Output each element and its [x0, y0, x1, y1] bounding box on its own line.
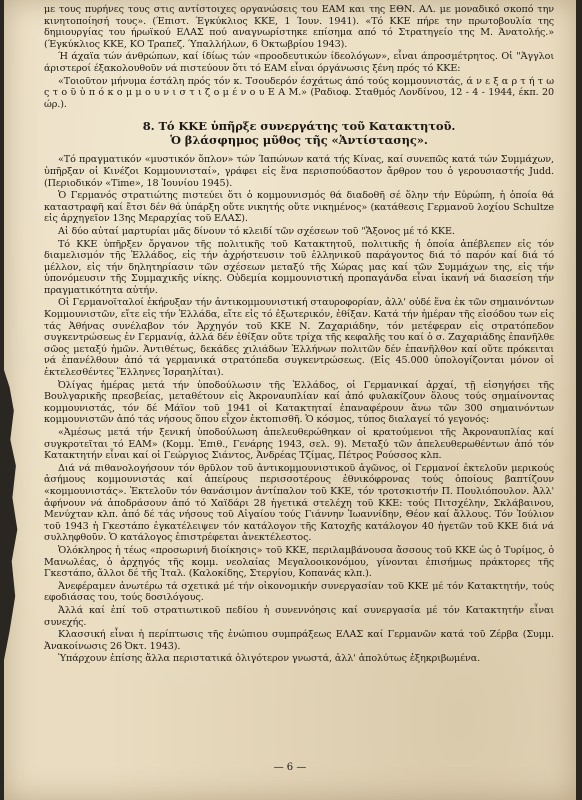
- paragraph: Ἀλλά καί ἐπί τοῦ στρατιωτικοῦ πεδίου ἡ συνεννόησις καί συνεργασία μέ τόν Κατακτητήν εἶναι συνεχής.: [44, 604, 554, 628]
- paragraph: Ὀλίγας ἡμέρας μετά τήν ὑποδούλωσιν τῆς Ἑλλάδος, οἱ Γερμανικαί ἀρχαί, τῇ εἰσηγήσει τῆς Βουλγαρικῆς πρεσβείας, μεταθέτουν εἰς Ἀκροναυπλίαν καί ἀπό φυλακίζουν ὅλους τούς σημαίνοντας κομμουνιστάς, τόν δέ Μάϊον τοῦ 1941 οἱ Κατακτηταί ἐπαναφέρουν ἄνω τῶν 300 σημαινόντων κομμουνιστῶν ἀπό τάς νήσους ὅπου εἶχον ἐκτοπισθῆ. Ὁ κόσμος, τύπος διαλαγεί τό γεγονός:: [44, 379, 554, 426]
- section-heading-line-1: 8. Τό ΚΚΕ ὑπῆρξε συνεργάτης τοῦ Κατακτητοῦ.: [142, 119, 456, 134]
- quote-paragraph: «Τοιοῦτον μήνυμα έστάλη πρός τόν κ. Τσουδερόν έσχάτως άπό τούς κομμουνιστάς, ά ν ε ξ α ρ τ ή τ ω ς τ ο ῦ ὑ π ό κ ο μ μ ο υ ν ι σ τ ι ζ ο μ έ ν ο υ Ε Α Μ.» (Ραδιοφ. Σταθμός Λονδίνου, 12 - 4 - 1944, έκπ. 20 ώρ.).: [44, 75, 554, 110]
- section-heading-line-2: Ὁ βλάσφημος μῦθος τῆς «Ἀντίστασης».: [170, 133, 428, 148]
- paragraph: Ἀνεφέραμεν ἀνωτέρω τά σχετικά μέ τήν οἰκονομικήν συνεργασίαν τοῦ ΚΚΕ μέ τόν Κατακτητήν, τούς εφοδιάσας του, τούς δοσιλόγους.: [44, 580, 554, 604]
- document-page: [4, 0, 576, 800]
- main-section: [44, 154, 554, 665]
- torn-edge: [4, 370, 18, 660]
- paragraph: Οἱ Γερμανοϊταλοί ἐκήρυξαν τήν ἀντικομμουνιστική σταυροφορίαν, ἀλλ' οὐδέ ἕνα ἐκ τῶν σημαινόντων Κομμουνιστῶν, εἴτε εἰς τήν Ἑλλάδα, εἴτε εἰς τό ἐξωτερικόν, ἐθίξαν. Κατά τήν ἡμέραν τῆς εἰσόδου των εἰς τάς Ἀθήνας συνέλαβον τόν Ἀρχηγόν τοῦ ΚΚΕ Ν. Ζαχαριάδην, τόν μετέφεραν εἰς στρατόπεδον συγκεντρώσεως ἐν Γερμανίᾳ, ἀλλά δέν ἐθίξαν οὔτε τρίχα τῆς κεφαλῆς του καί ὁ σ. Ζαχαριάδης ἐπανῆλθε σῶος μεταξύ ἡμῶν. Ἀντιθέτως, δεκάδες χιλιάδων Ἑλλήνων πολιτῶν δέν ἐπανῆλθον καί οὔτε πρόκειται νά ἐπανέλθουν ἀπό τά γερμανικά στρατόπεδα συγκεντρώσεως. (Εἰς 45.000 ὑπολογίζονται μόνον οἱ ἐκτελεσθέντες Ἕλληνες Ἰσραηλίται).: [44, 297, 554, 379]
- paragraph: με τους πυρήνες τους στις αντίστοιχες οργανώσεις του ΕΑΜ και της ΕΘΝ. ΑΛ. με μοναδικό σκοπό την κινητοποίησή τους». (Έπιστ. Έγκύκλιος ΚΚΕ, 1 Ίουν. 1941). «Τό ΚΚΕ πήρε την πρωτοβουλία της δημιουργίας του ήρωϊκού ΕΛΑΣ πού αναγνωρίστηκε επίσημα από τό Στρατηγείο της Μ. Άνατολής.» (Έγκύκλιος ΚΚΕ, ΚΟ Τραπεζ. Ύπαλλήλων, 6 Όκτωβρίου 1943).: [44, 4, 554, 50]
- paragraph: Διά νά πιθανολογήσουν τόν θρῦλον τοῦ ἀντικομμουνιστικοῦ ἀγῶνος, οἱ Γερμανοί ἐκτελοῦν μερικούς ἀσήμους κομμουνιστάς καί ἀπείρους περισσοτέρους ἐθνικόφρονας τούς ὁποίους βαπτίζουν «κομμουνιστάς». Ἐκτελοῦν τόν θανάσιμον ἀντίπαλον τοῦ ΚΚΕ, τόν τροτσκιστήν Π. Πουλιόπουλον. Ἀλλ' ἀφήνουν νά ἀποδράσουν ἀπό τό Χαϊδάρι 28 ἡγετικά στελέχη τοῦ ΚΚΕ: τούς Πιτσχέλην, Σκλάβαινου, Μενύχταν κλπ. ἀπό δέ τάς νήσους τοῦ Αἰγαίου τούς Γιάννην Ἰωαννίδην, Θέον καί ἄλλους. Τόν Ἰούλιον τοῦ 1943 ἡ Γκεστάπο ἐγκατέλειψεν τόν κατάλογον τῆς Κατοχῆς κατάλογον 40 ἡγετῶν τοῦ ΚΚΕ διά νά συλληφθοῦν. Ὁ κατάλογος ἐπιστρέφεται ἀνεκτέλεστος.: [44, 462, 554, 544]
- paragraph: Αἱ δύο αὐταί μαρτυρίαι μᾶς δίνουν τό κλειδί τῶν σχέσεων τοῦ "Ἄξονος μέ τό ΚΚΕ.: [58, 225, 455, 237]
- top-section: [44, 4, 554, 110]
- paragraph: Ὑπάρχουν ἐπίσης ἄλλα περιστατικά ὀλιγότερον γνωστά, ἀλλ' ἀπολύτως ἐξηκριβωμένα.: [58, 653, 481, 665]
- page-number: — 6 —: [273, 762, 307, 773]
- paragraph: «Τό πραγματικόν «μυστικόν ὅπλον» τών Ίαπώνων κατά τής Κίνας, καί συνεπῶς κατά τών Συμμάχων, ὑπῆρξαν οἱ Κινέζοι Κομμουνισταί», γράφει εἰς ἕνα περισπούδαστον ἄρθρον του ὁ γερουσιαστής Judd. (Περιοδικόν «Time», 18 Ἰουνίου 1945).: [44, 154, 554, 189]
- section-heading: [44, 119, 554, 147]
- paragraph: Κλασσική εἶναι ἡ περίπτωσις τῆς ἐνώπιου συμπράξεως ΕΛΑΣ καί Γερμανῶν κατά τοῦ Ζέρβα (Συμμ. Ἀνακοίνωσις 26 Ὀκτ. 1943).: [44, 629, 554, 652]
- paragraph: «Ἀμέσως μετά τήν ξενική ὑποδούλωση ἀπελευθερώθηκαν οἱ κρατούμενοι τῆς Ἀκροναυπλίας καί συγκροτεῖται τό ΕΑΜ» (Κομμ. Ἐπιθ., Γενάρης 1943, σελ. 9). Μεταξύ τῶν ἀπελευθερωθέντων ἀπό τόν Κατακτητήν εἶναι καί οἱ Γεώργιος Σιάντος, Ἀνδρέας Τζίμας, Πέτρος Ρούσσος κλπ.: [44, 427, 554, 462]
- paragraph: Τό ΚΚΕ ὑπῆρξεν ὄργανον τῆς πολιτικῆς τοῦ Κατακτητοῦ, πολιτικῆς ἡ ὁποία ἀπέβλεπεν εἰς τόν διαμελισμόν τῆς Ἑλλάδος, εἰς τήν ἀχρήστευσιν τοῦ ἑλληνικοῦ παράγοντος διά τό παρόν καί διά τό μέλλον, εἰς τήν δηλητηρίασιν τῶν σχέσεων μεταξύ τῆς Χώρας μας καί τῶν Συμμάχων της, εἰς τήν ὑπονόμευσιν τῆς Συμμαχικῆς νίκης. Οὐδεμία κομμουνιστική προπαγάνδα εἶναι ἱκανή νά διασείση τήν πραγματικότητα αὐτήν.: [44, 238, 554, 296]
- paragraph: Ὁ Γερμανός στρατιώτης πιστεύει ὅτι ὁ κομμουνισμός θά διαδοθῆ σέ ὅλην τήν Εὐρώπη, ἡ ὁποία θά καταστραφῆ καί ἔτσι δέν θά ὑπάρξη οὔτε νικητής οὔτε νικημένος» (κατάθεσις Γερμανοῦ λοχίου Schultze εἰς ἀρχηγεῖον 13ης Μεραρχίας τοῦ ΕΛΑΣ).: [44, 190, 554, 225]
- paragraph: Ὁλόκληρος ἡ τέως «προσωρινή διοίκησις» τοῦ ΚΚΕ, περιλαμβάνουσα ἄσσους τοῦ ΚΚΕ ὡς ὁ Τυρίμος, ὁ Μανωλέας, ὁ ἀρχηγός τῆς κομμ. νεολαίας Μεγαλοοικονόμου, γίνονται ἐπισήμως πράκτορες τῆς Γκεστάπο, ἄλλοι δέ τῆς Ἰταλ. (Καλοκίδης, Στεργίου, Κοπανάς κλπ.).: [44, 544, 554, 580]
- paragraph: Ή άχαϊα τών άνθρώπων, καί ίδίως τών «προοδευτικών ίδεολόγων», εἶναι άπροσμέτρητος. Οἱ "Άγγλοι άριστεροί έξακολουθοῦν νά πιστεύουν ὅτι τό ΕΑΜ εἶναι όργάνωσις ξένη πρός τό ΚΚΕ:: [44, 51, 554, 74]
- document-body: [44, 4, 554, 666]
